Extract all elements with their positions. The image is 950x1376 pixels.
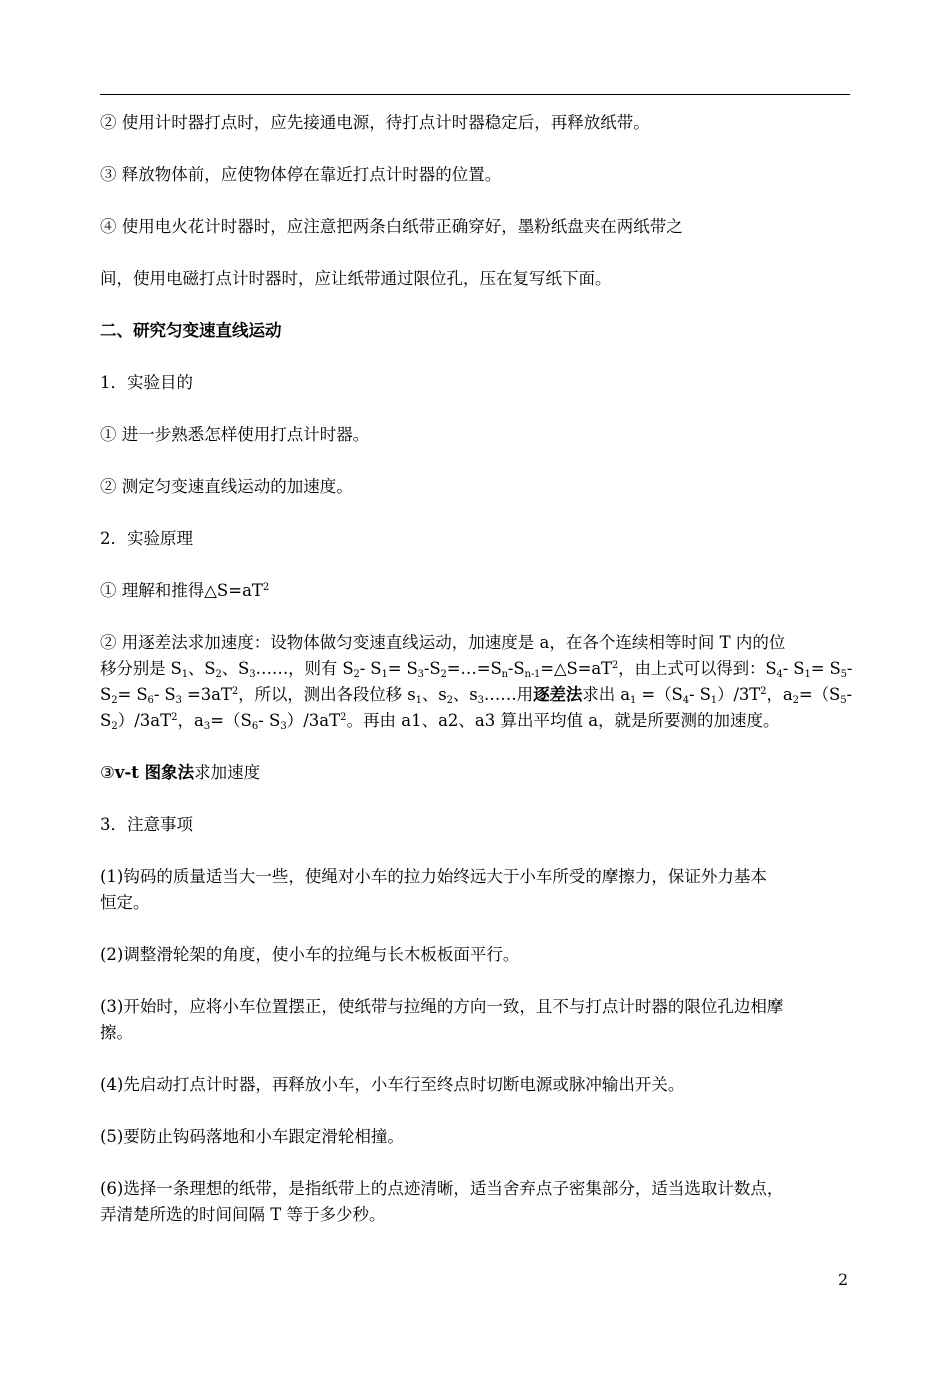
note-4: (4)先启动打点计时器，再释放小车，小车行至终点时切断电源或脉冲输出开关。 bbox=[100, 1075, 685, 1094]
subsection-notes: 3．注意事项 bbox=[100, 815, 193, 834]
note-3-line2: 擦。 bbox=[100, 1023, 133, 1042]
principle-item-2-line2: 移分别是 $S_1$、$S_2$、$S_3\dots\dots$，则有 $S_2-$ $S_1=$ $S_3-S_2=\dots=S_n-S_{n-1}=\triangle S=aT^2$，由上式可以得到：$S_4-$ $S_1= S_5-$ bbox=[100, 659, 853, 680]
principle-item-2-line4: $S_2)/3aT^2$，$a_3=(S_6-$ $S_3)/3aT^2$。再由 a1、a2、a3 算出平均值 a，就是所要测的加速度。 bbox=[100, 711, 780, 732]
subsection-principle: 2．实验原理 bbox=[100, 529, 193, 548]
principle-item-2-line3: $S_2= S_6-$ $S_3 =3aT^2$，所以，测出各段位移 $s_1$、$s_2$、$s_3\dots\dots$用逐差法求出 $a_1 =(S_4-$ $S_1)/3T^2$，$a_2=(S_5-$ bbox=[100, 685, 852, 706]
page-number: 2 bbox=[838, 1270, 849, 1289]
principle-item-2-line1: ② 用逐差法求加速度：设物体做匀变速直线运动，加速度是 a，在各个连续相等时间 T 内的位 bbox=[100, 633, 786, 652]
note-5: (5)要防止钩码落地和小车跟定滑轮相撞。 bbox=[100, 1127, 404, 1146]
principle-item-3: ③v-t 图象法求加速度 bbox=[100, 763, 261, 782]
note-1-line2: 恒定。 bbox=[100, 893, 150, 912]
subsection-purpose: 1．实验目的 bbox=[100, 373, 193, 392]
line-note-4: ④ 使用电火花计时器时，应注意把两条白纸带正确穿好，墨粉纸盘夹在两纸带之 bbox=[100, 217, 683, 236]
term-vt-graph: v-t 图象法 bbox=[114, 763, 195, 782]
term-successive-difference: 逐差法 bbox=[533, 685, 583, 704]
note-1-line1: (1)钩码的质量适当大一些，使绳对小车的拉力始终远大于小车所受的摩擦力，保证外力基本 bbox=[100, 867, 767, 886]
header-rule bbox=[100, 94, 850, 95]
note-6-line1: (6)选择一条理想的纸带，是指纸带上的点迹清晰，适当舍弃点子密集部分，适当选取计数点， bbox=[100, 1179, 784, 1198]
note-3-line1: (3)开始时，应将小车位置摆正，使纸带与拉绳的方向一致，且不与打点计时器的限位孔边相摩 bbox=[100, 997, 784, 1016]
note-6-line2: 弄清楚所选的时间间隔 T 等于多少秒。 bbox=[100, 1205, 386, 1224]
purpose-item-1: ① 进一步熟悉怎样使用打点计时器。 bbox=[100, 425, 370, 444]
note-2: (2)调整滑轮架的角度，使小车的拉绳与长木板板面平行。 bbox=[100, 945, 520, 964]
principle-item-1: ① 理解和推得$\triangle S=aT^2$ bbox=[100, 581, 270, 600]
line-note-3: ③ 释放物体前，应使物体停在靠近打点计时器的位置。 bbox=[100, 165, 502, 184]
purpose-item-2: ② 测定匀变速直线运动的加速度。 bbox=[100, 477, 353, 496]
section-heading: 二、研究匀变速直线运动 bbox=[100, 321, 282, 340]
line-note-4-cont: 间，使用电磁打点计时器时，应让纸带通过限位孔，压在复写纸下面。 bbox=[100, 269, 612, 288]
line-note-2: ② 使用计时器打点时，应先接通电源，待打点计时器稳定后，再释放纸带。 bbox=[100, 113, 650, 132]
